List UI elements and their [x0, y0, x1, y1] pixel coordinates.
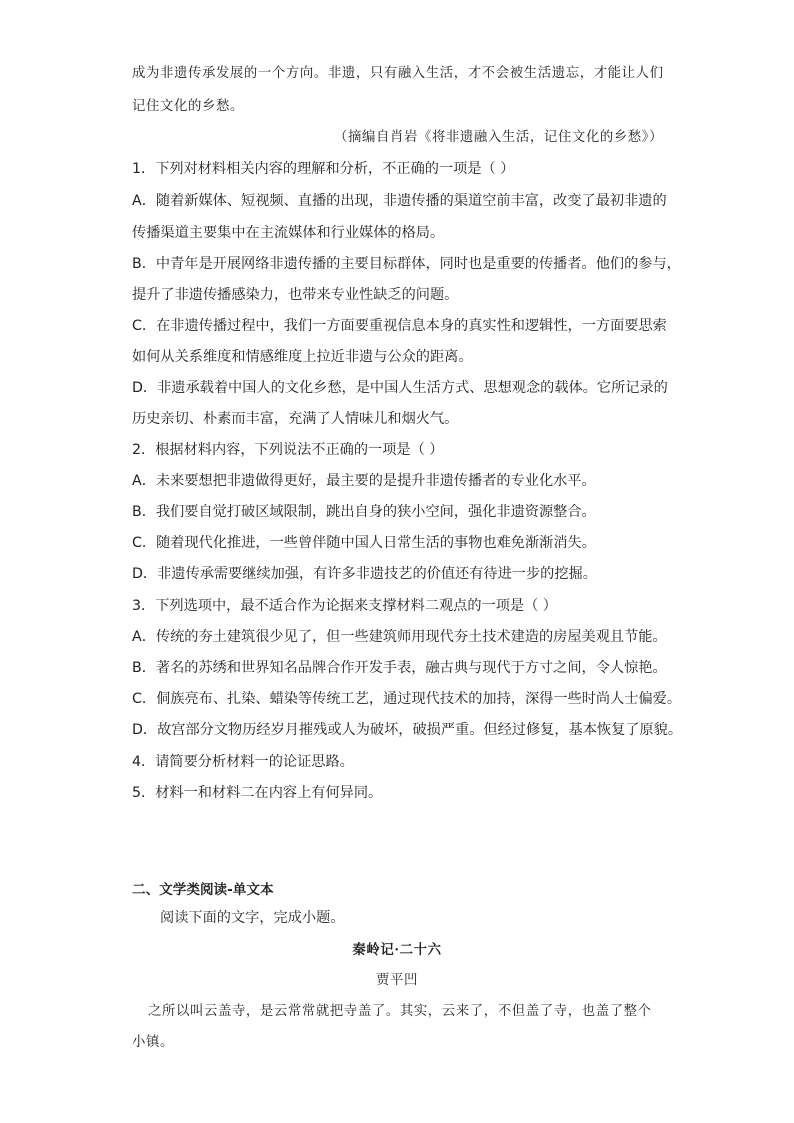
q1-option-c-line1: C．在非遗传播过程中，我们一方面要重视信息本身的真实性和逻辑性，一方面要思索 — [132, 318, 667, 334]
passage-line-2: 记住文化的乡愁。 — [132, 99, 244, 114]
section-heading: 二、文学类阅读-单文本 — [132, 882, 274, 898]
q2-option-b: B．我们要自觉打破区域限制，跳出自身的狭小空间，强化非遗资源整合。 — [132, 504, 596, 520]
q1-option-a-line2: 传播渠道主要集中在主流媒体和行业媒体的格局。 — [132, 225, 445, 241]
q5-stem: 5．材料一和材料二在内容上有何异同。 — [132, 785, 383, 801]
q2-option-a: A．未来要想把非遗做得更好，最主要的是提升非遗传播者的专业化水平。 — [132, 473, 596, 489]
q2-stem: 2．根据材料内容，下列说法不正确的一项是（ ） — [132, 442, 444, 458]
q3-stem: 3．下列选项中，最不适合作为论据来支撑材料二观点的一项是（ ） — [132, 598, 557, 614]
q2-option-c: C．随着现代化推进，一些曾伴随中国人日常生活的事物也难免渐渐消失。 — [132, 535, 596, 551]
article-author: 贾平凹 — [376, 973, 418, 988]
q1-option-d-line1: D．非遗承载着中国人的文化乡愁，是中国人生活方式、思想观念的载体。它所记录的 — [132, 380, 668, 396]
q2-option-d: D．非遗传承需要继续加强，有许多非遗技艺的价值还有待进一步的挖掘。 — [132, 566, 597, 582]
q3-option-d: D．故宫部分文物历经岁月摧残或人为破坏，破损严重。但经过修复，基本恢复了原貌。 — [132, 722, 683, 738]
q4-stem: 4．请简要分析材料一的论证思路。 — [132, 754, 354, 770]
article-para-line-2: 小镇。 — [132, 1035, 174, 1050]
q1-option-a-line1: A．随着新媒体、短视频、直播的出现，非遗传播的渠道空前丰富，改变了最初非遗的 — [132, 193, 667, 209]
q3-option-c: C．侗族亮布、扎染、蜡染等传统工艺，通过现代技术的加持，深得一些时尚人士偏爱。 — [132, 691, 682, 707]
q1-option-b-line1: B．中青年是开展网络非遗传播的主要目标群体，同时也是重要的传播者。他们的参与， — [132, 256, 681, 272]
passage-line-1: 成为非遗传承发展的一个方向。非遗，只有融入生活，才不会被生活遗忘，才能让人们 — [132, 66, 664, 81]
q1-option-c-line2: 如何从关系维度和情感维度上拉近非遗与公众的距离。 — [132, 349, 473, 365]
section-instruction: 阅读下面的文字，完成小题。 — [160, 910, 345, 926]
article-title: 秦岭记·二十六 — [352, 942, 442, 958]
q1-option-d-line2: 历史亲切、朴素而丰富，充满了人情味儿和烟火气。 — [132, 411, 459, 427]
article-para-line-1: 之所以叫云盖寺，是云常常就把寺盖了。其实，云来了，不但盖了寺，也盖了整个 — [148, 1004, 652, 1019]
q3-option-b: B．著名的苏绣和世界知名品牌合作开发手表，融古典与现代于方寸之间，令人惊艳。 — [132, 660, 667, 676]
q3-option-a: A．传统的夯土建筑很少见了，但一些建筑师用现代夯土技术建造的房屋美观且节能。 — [132, 629, 667, 645]
source-citation: （摘编自肖岩《将非遗融入生活，记住文化的乡愁》） — [334, 130, 664, 145]
q1-stem: 1．下列对材料相关内容的理解和分析，不正确的一项是（ ） — [132, 161, 515, 177]
q1-option-b-line2: 提升了非遗传播感染力，也带来专业性缺乏的问题。 — [132, 287, 459, 303]
